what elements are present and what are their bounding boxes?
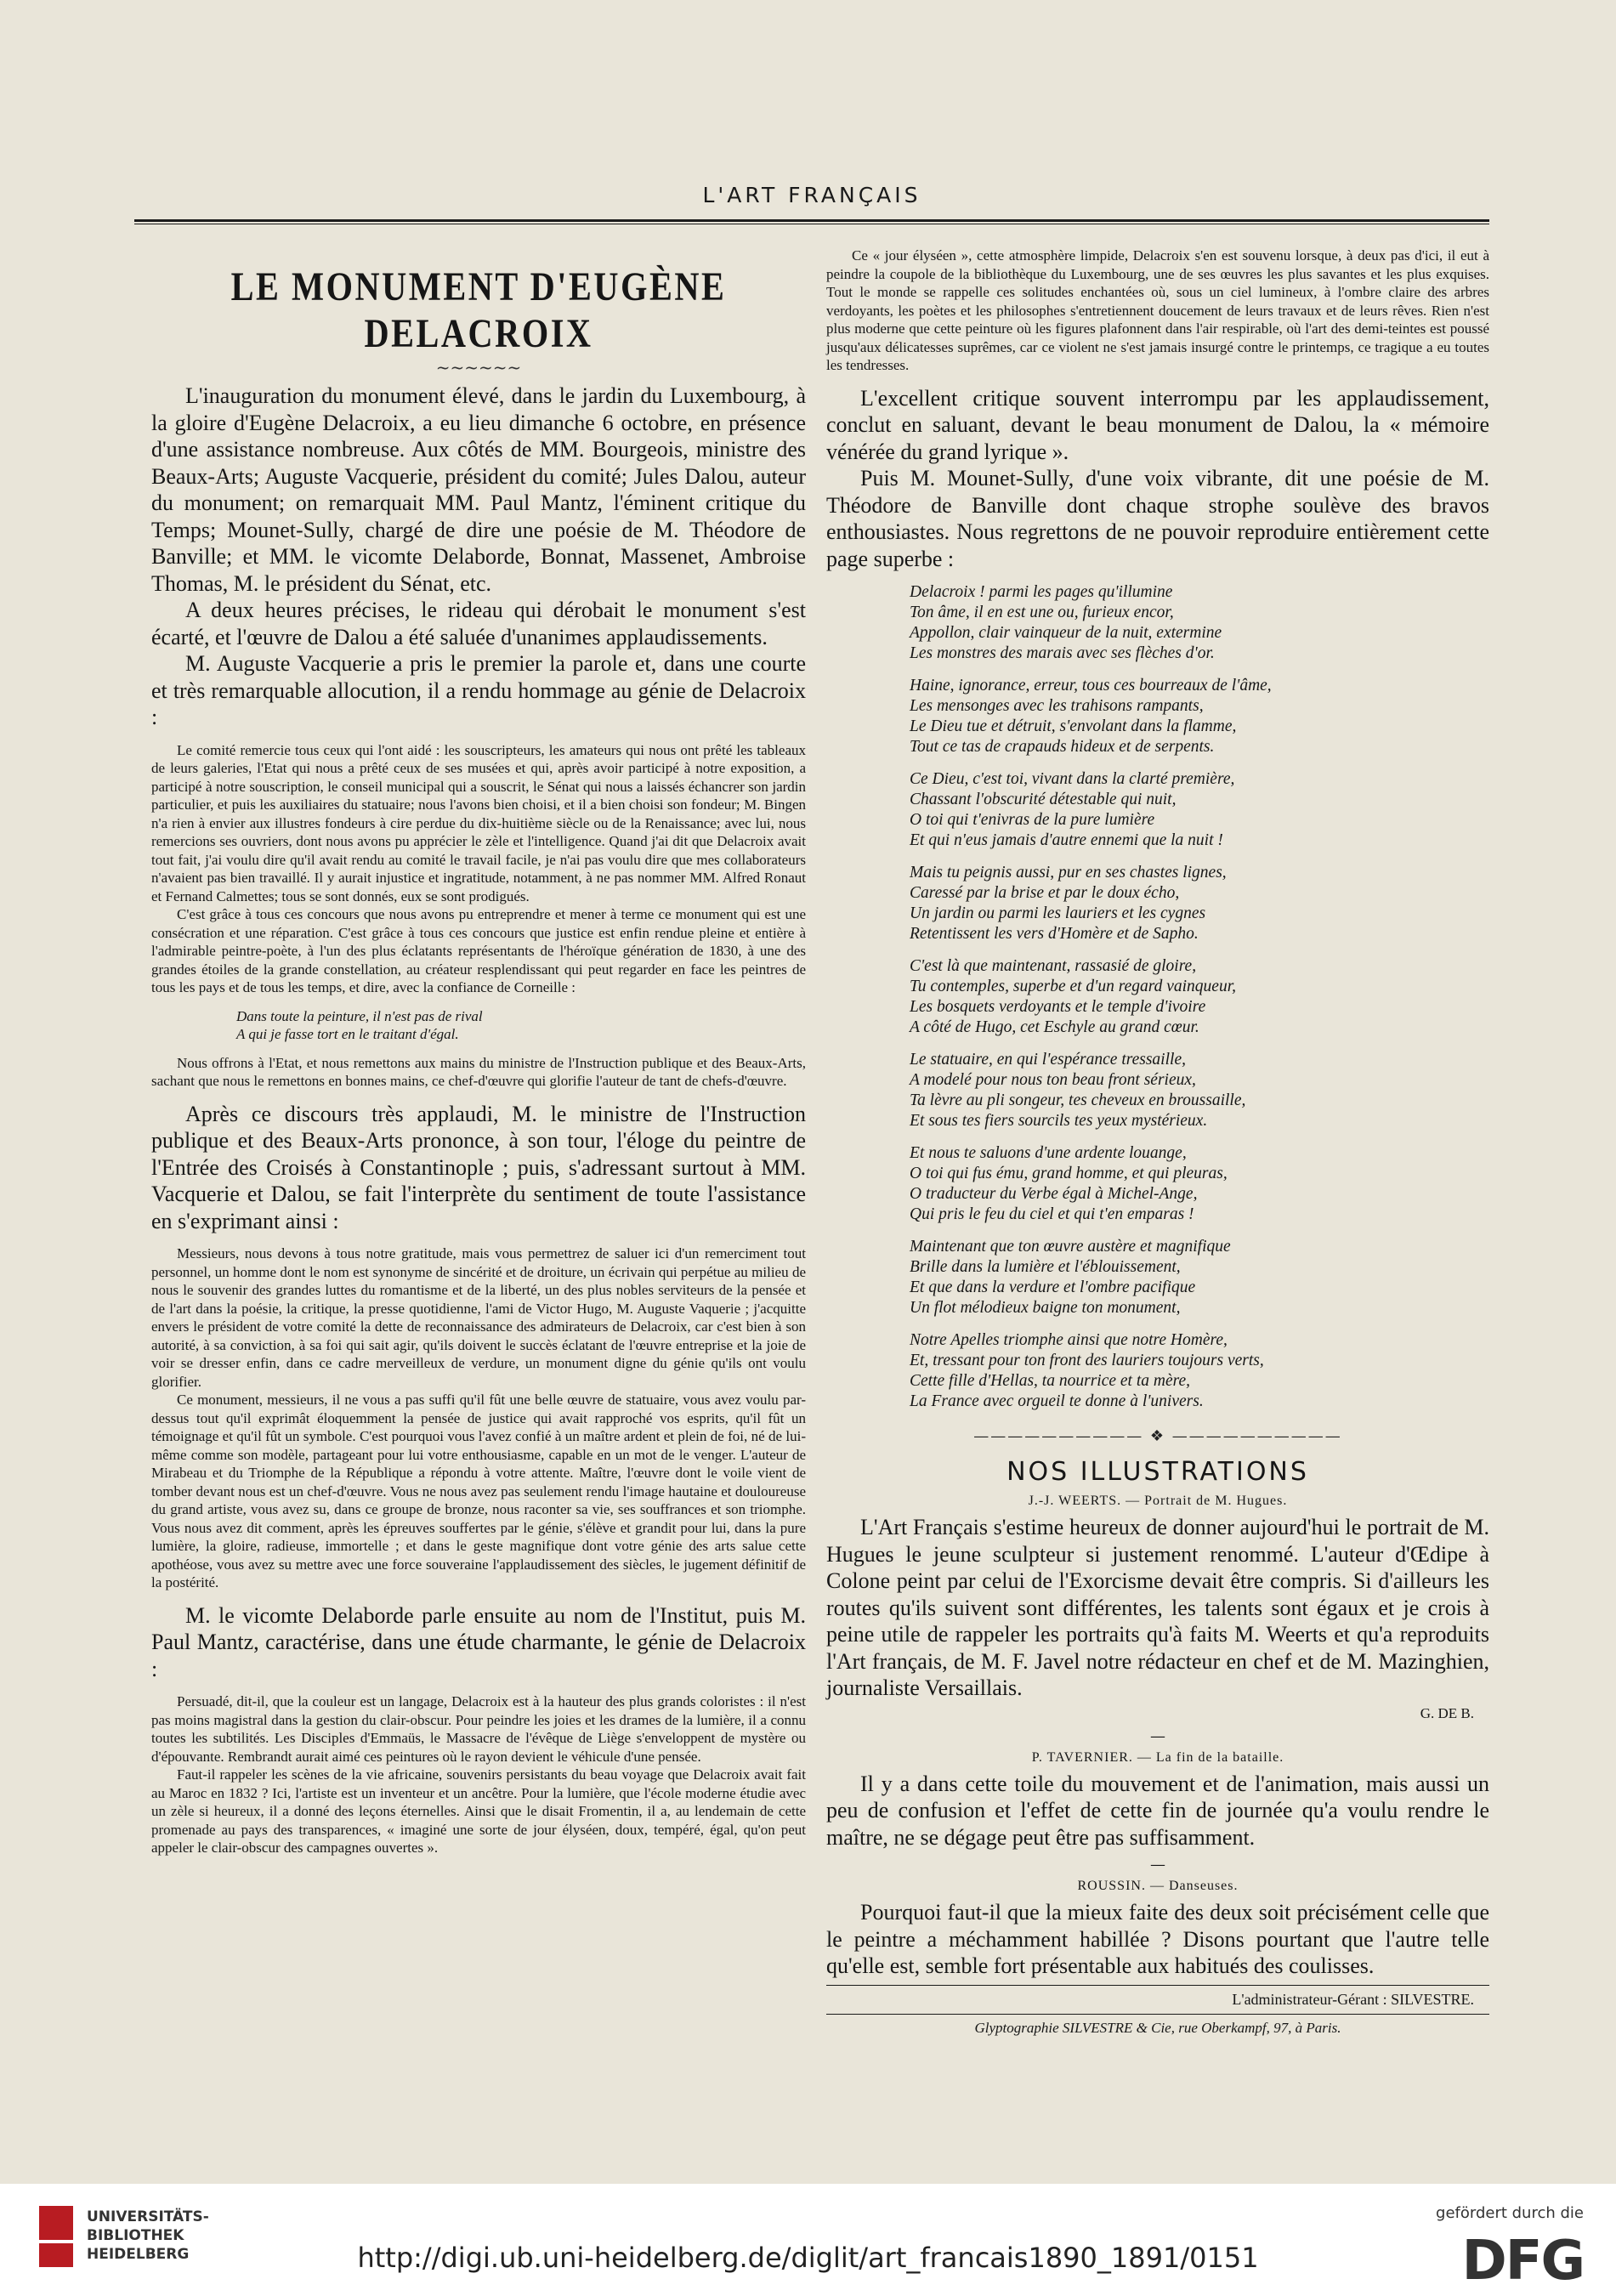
separator: — — [1150, 1726, 1165, 1745]
poem-line: Ton âme, il en est une ou, furieux encor, — [910, 604, 1174, 621]
poem-stanza — [826, 956, 1489, 1038]
poem-line: Un flot mélodieux baigne ton monument, — [910, 1299, 1181, 1317]
rule — [826, 2014, 1489, 2015]
poem-line: Cette fille d'Hellas, ta nourrice et ta mère, — [910, 1372, 1191, 1390]
poem-line: Tout ce tas de crapauds hideux et de serpents. — [910, 738, 1215, 756]
poem-line: C'est là que maintenant, rassasié de gloire, — [910, 957, 1197, 975]
quotation: Ce « jour élyséen », cette atmosphère limpide, Delacroix s'en est souvenu lorsque, à deux pas d'ici, il eut à peindre la coupole de la bibliothèque du Luxembourg, une de ses œuvres les plus savantes et les plus exquises. Tout le monde se rappelle ces solitudes enchantées où, sous un ciel lumineux, à l'ombre claire des arbres verdoyants, les poètes et les philosophes s'entretiennent doucement de leurs travaux et de leurs rêves. Rien n'est plus moderne que cette peinture où les figures plafonnent dans l'air respirable, où l'art des demi-teintes est poussé jusqu'aux délicatesses suprêmes, car ce violent ne s'est jamais insurgé contre le printemps, ce tragique a eu toutes les tendresses. — [826, 247, 1489, 373]
poem-stanza — [826, 863, 1489, 944]
section-divider: —————————— ❖ —————————— — [973, 1427, 1342, 1445]
library-name: UNIVERSITÄTS- BIBLIOTHEK HEIDELBERG — [87, 2208, 209, 2263]
poem-line: Les monstres des marais avec ses flèches d'or. — [910, 644, 1215, 662]
poem-line: O toi qui t'enivras de la pure lumière — [910, 811, 1155, 829]
poem-line: Brille dans la lumière et l'éblouissement, — [910, 1258, 1181, 1276]
paragraph: L'excellent critique souvent interrompu par les applaudissement, conclut en saluant, devant le beau monument de Dalou, la « mémoire vénérée du grand lyrique ». — [826, 385, 1489, 464]
viewer-footer — [0, 2184, 1616, 2296]
separator: — — [1150, 1856, 1165, 1874]
poem-line: A côté de Hugo, cet Eschyle au grand cœur. — [910, 1018, 1199, 1036]
paragraph: M. Auguste Vacquerie a pris le premier la parole et, dans une courte et très remarquable allocution, il a rendu hommage au génie de Delacroix : — [151, 651, 806, 729]
quotation: Faut-il rappeler les scènes de la vie africaine, souvenirs persistants du beau voyage que Delacroix avait fait au Maroc en 1832 ? Ici, l'artiste est un inventeur et un ancêtre. Pour la lumière, que l'école moderne étudie avec un zèle si heureux, il a donné des leçons éternelles. Ainsi que le disait Fromentin, il a, au lendemain de cette promenade au pays des transparences, « imaginé une sorte de jour élyséen, doux, tempéré, égal, qu'on peut appeler le clair-obscur des campagnes ouvertes ». — [151, 1766, 806, 1856]
poem-line: Et sous tes fiers sourcils tes yeux mystérieux. — [910, 1112, 1208, 1130]
poem-line: Ta lèvre au pli songeur, tes cheveux en broussaille, — [910, 1091, 1246, 1109]
quotation: Le comité remercie tous ceux qui l'ont aidé : les souscripteurs, les amateurs qui nous ont prêté les tableaux de leurs galeries, l'Etat qui nous a prêté ceux de ses musées et qui, après avoir participé à notre exposition, a participé à notre souscription, le conseil municipal qui a souscrit, le Sénat qui nous a laissés échancrer son jardin particulier, et puis les auxiliaires du statuaire; nous l'avons bien choisi, et il a bien choisi son fondeur; M. Bingen n'a rien à envier aux illustres fondeurs à cire perdue du dix-huitième siècle ou de la Renaissance; avec lui, nous remercions ses ouvriers, dont nous avons pu apprécier le zèle et l'intelligence. Quand j'ai dit que Delacroix avait tout fait, j'ai voulu dire qu'il avait rendu au comité le travail facile, je n'ai pas voulu dire que mes collaborateurs n'avaient pas bien travaillé. Il y aurait injustice et ingratitude, notamment, à ne pas nommer MM. Alfred Ronaut et Fernand Calmettes; tous se sont donnés, eux se sont prodigués. — [151, 741, 806, 904]
poem-line: Mais tu peignis aussi, pur en ses chastes lignes, — [910, 864, 1227, 882]
poem-line: Le Dieu tue et détruit, s'envolant dans la flamme, — [910, 717, 1237, 735]
poem-line: O traducteur du Verbe égal à Michel-Ange, — [910, 1185, 1198, 1203]
imprint: Glyptographie SILVESTRE & Cie, rue Oberkampf, 97, à Paris. — [974, 2019, 1341, 2036]
section-title: NOS ILLUSTRATIONS — [1006, 1457, 1309, 1487]
poem-stanza — [826, 1143, 1489, 1225]
poem-line: Tu contemples, superbe et d'un regard vainqueur, — [910, 978, 1237, 995]
paragraph: Puis M. Mounet-Sully, d'une voix vibrante, dit une poésie de M. Théodore de Banville dont chaque strophe soulève des bravos enthousiastes. Nous regrettons de ne pouvoir reproduire entièrement cette page superbe : — [826, 466, 1489, 571]
poem-stanza — [826, 676, 1489, 757]
poem-line: A modelé pour nous ton beau front sérieux, — [910, 1071, 1196, 1089]
poem-line: Retentissent les vers d'Homère et de Sapho. — [910, 925, 1199, 943]
poem-line: Notre Apelles triomphe ainsi que notre Homère, — [910, 1331, 1228, 1349]
left-column — [151, 247, 806, 1857]
poem-line: Appollon, clair vainqueur de la nuit, extermine — [910, 624, 1222, 642]
poem-line: Et, tressant pour ton front des lauriers toujours verts, — [910, 1352, 1264, 1369]
funding-label: gefördert durch die — [1436, 2204, 1584, 2222]
poem-line: Et que dans la verdure et l'ombre pacifique — [910, 1278, 1196, 1296]
paragraph: A deux heures précises, le rideau qui dérobait le monument s'est écarté, et l'œuvre de Dalou a été saluée d'unanimes applaudissements. — [151, 598, 806, 649]
quotation: Persuadé, dit-il, que la couleur est un langage, Delacroix est à la hauteur des plus grands coloristes : il n'est pas moins magistral dans la gestion du clair-obscur. Pour peindre les joies et les drames de la lumière, il a connu toutes les subtilités. Les Disciples d'Emmaüs, le Massacre de l'évêque de Liège s'enveloppent de mystère ou d'épouvante. Rembrandt aurait aimé ces peintures où le rayon devient le véhicule d'une pensée. — [151, 1693, 806, 1765]
article-title: LE MONUMENT D'EUGÈNE DELACROIX — [230, 264, 727, 356]
dfg-logo: DFG — [1461, 2230, 1584, 2293]
title-ornament: ~~~~~~ — [435, 357, 522, 377]
illustration-caption: ROUSSIN. — Danseuses. — [1077, 1879, 1239, 1893]
permalink[interactable]: http://digi.ub.uni-heidelberg.de/diglit/art_francais1890_1891/0151 — [357, 2242, 1259, 2274]
poem-line: Le statuaire, en qui l'espérance tressaille, — [910, 1051, 1186, 1069]
header-rule — [134, 219, 1489, 222]
poem-line: Maintenant que ton œuvre austère et magnifique — [910, 1238, 1231, 1256]
paragraph: L'inauguration du monument élevé, dans le jardin du Luxembourg, à la gloire d'Eugène Delacroix, a eu lieu dimanche 6 octobre, en présence d'une assistance nombreuse. Aux côtés de MM. Bourgeois, ministre des Beaux-Arts; Auguste Vacquerie, président du comité; Jules Dalou, auteur du monument; on remarquait MM. Paul Mantz, l'éminent critique du Temps; Mounet-Sully, chargé de dire une poésie de M. Théodore de Banville; et MM. le vicomte Delaborde, Bonnat, Massenet, Ambroise Thomas, M. le président du Sénat, etc. — [151, 383, 806, 596]
poem-stanza — [826, 1237, 1489, 1318]
poem-line: O toi qui fus ému, grand homme, et qui pleuras, — [910, 1165, 1228, 1182]
poem-line: Caressé par la brise et par le doux écho, — [910, 884, 1180, 902]
poem-line: Et qui n'eus jamais d'autre ennemi que la nuit ! — [910, 831, 1223, 849]
poem-line: Haine, ignorance, erreur, tous ces bourreaux de l'âme, — [910, 677, 1272, 694]
paragraph: Après ce discours très applaudi, M. le ministre de l'Instruction publique et des Beaux-Arts prononce, à son tour, l'éloge du peintre de l'Entrée des Croisés à Constantinople ; puis, s'adressant surtout à MM. Vacquerie et Dalou, se fait l'interprète du sentiment de toute l'assistance en s'exprimant ainsi : — [151, 1101, 806, 1233]
paragraph: M. le vicomte Delaborde parle ensuite au nom de l'Institut, puis M. Paul Mantz, caractérise, dans une étude charmante, le génie de Delacroix : — [151, 1602, 806, 1681]
paragraph: Il y a dans cette toile du mouvement et de l'animation, mais aussi un peu de confusion et l'effet de cette fin de journée qu'a voulu rendre le maître, ne se dégage peut être pas suffisamment. — [826, 1771, 1489, 1850]
signature: G. DE B. — [1420, 1704, 1474, 1721]
poem — [826, 582, 1489, 1412]
rule — [826, 1985, 1489, 1986]
administrator-line: L'administrateur-Gérant : SILVESTRE. — [1232, 1990, 1474, 2008]
quotation: Nous offrons à l'Etat, et nous remettons aux mains du ministre de l'Instruction publique et des Beaux-Arts, sachant que nous le remettons en bonnes mains, ce chef-d'œuvre qui glorifie l'auteur de tant de chefs-d'œuvre. — [151, 1054, 806, 1089]
quoted-verse: A qui je fasse tort en le traitant d'égal. — [236, 1026, 459, 1042]
poem-stanza — [826, 1330, 1489, 1412]
illustration-caption: J.-J. WEERTS. — Portrait de M. Hugues. — [1028, 1494, 1288, 1508]
poem-line: La France avec orgueil te donne à l'univers. — [910, 1392, 1204, 1410]
poem-line: Chassant l'obscurité détestable qui nuit, — [910, 791, 1177, 808]
poem-line: Les mensonges avec les trahisons rampants, — [910, 697, 1204, 715]
poem-line: Qui pris le feu du ciel et qui t'en emparas ! — [910, 1205, 1194, 1223]
poem-stanza — [826, 1050, 1489, 1131]
quotation: Ce monument, messieurs, il ne vous a pas suffi qu'il fût une belle œuvre de statuaire, vous avez voulu par-dessus tout qu'il exprimât éloquemment la pensée de justice qui avait rapproché vos esprits, qu'il fût un témoignage et qu'il fût un symbole. C'est pourquoi vous l'avez confié à un maître ardent et plein de foi, né de lui-même comme son modèle, partageant pour lui votre enthousiasme, capable en un mot de le venger. L'auteur de Mirabeau et du Triomphe de la République a répondu à votre attente. Maître, l'œuvre dont le voile vient de tomber devant nous est un chef-d'œuvre. Vous ne nous avez pas seulement rendu l'image hautaine et douloureuse du grand artiste, vous avez su, dans ce groupe de bronze, nous raconter sa vie, ses souffrances et son triomphe. Vous nous avez dit comment, après les épreuves souffertes par le génie, s'élève et grandit pour lui, dans la pure lumière, la gloire, radieuse, immortelle ; et dans le geste magnifique dont votre génie des arts salue cette apothéose, vous avez su mettre avec une force souveraine l'applaudissement des siècles, le jugement définitif de la postérité. — [151, 1392, 806, 1590]
paragraph: L'Art Français s'estime heureux de donner aujourd'hui le portrait de M. Hugues le jeune sculpteur si justement renommé. L'auteur d'Œdipe à Colone peint par celui de l'Exorcisme devait être compris. Si d'ailleurs les routes qu'ils suivent sont différentes, les talents sont égaux et je crois à peine utile de rappeler les portraits qu'à faits M. Weerts et qu'a reproduits l'Art français, de M. F. Javel notre rédacteur en chef et de M. Mazinghien, journaliste Versaillais. — [826, 1515, 1489, 1700]
illustration-caption: P. TAVERNIER. — La fin de la bataille. — [1031, 1749, 1284, 1765]
quoted-verse: Dans toute la peinture, il n'est pas de rival — [236, 1007, 483, 1024]
poem-stanza — [826, 769, 1489, 851]
poem-line: Un jardin ou parmi les lauriers et les cygnes — [910, 904, 1206, 922]
journal-header: L'ART FRANÇAIS — [702, 183, 921, 207]
poem-stanza — [826, 582, 1489, 664]
poem-line: Et nous te saluons d'une ardente louange, — [910, 1144, 1187, 1162]
paragraph: Pourquoi faut-il que la mieux faite des deux soit précisément celle que le peintre a méchamment habillée ? Disons pourtant que l'autre telle qu'elle est, semble fort présentable aux habitués des coulisses. — [826, 1900, 1489, 1978]
quotation: C'est grâce à tous ces concours que nous avons pu entreprendre et mener à terme ce monument qui est une consécration et une réparation. C'est grâce à tous ces concours que justice est enfin rendue pleine et entière à l'admirable peintre-poète, à l'un des plus éclatants représentants de l'héroïque génération de 1830, à une des grandes étoiles de la grande constellation, au créateur resplendissant qui peut regarder en face les peintres de tous les pays et de tous les temps, et dire, avec la confiance de Corneille : — [151, 906, 806, 995]
quotation: Messieurs, nous devons à tous notre gratitude, mais vous permettrez de saluer ici d'un remerciment tout personnel, un homme dont le nom est synonyme de sincérité et de droiture, un écrivain qui perpétue au milieu de nous le souvenir des grandes luttes du romantisme et de la liberté, un des plus nobles serviteurs de la pensée et de l'art dans la poésie, la critique, la presse quotidienne, l'ami de Victor Hugo, M. Auguste Vaquerie ; j'acquitte envers le président de votre comité la dette de reconnaissance des admirateurs de Delacroix, car c'est bien à son autorité, à sa conviction, à sa foi qui sait agir, qu'ils doivent le succès éclatant de l'œuvre entreprise et la joie de voir se dresser enfin, dans ce cadre merveilleux de verdure, un monument digne du génie qu'ils ont voulu glorifier. — [151, 1245, 806, 1390]
right-column — [826, 247, 1489, 2037]
poem-line: Les bosquets verdoyants et le temple d'ivoire — [910, 998, 1206, 1016]
poem-line: Ce Dieu, c'est toi, vivant dans la clarté première, — [910, 770, 1235, 788]
poem-line: Delacroix ! parmi les pages qu'illumine — [910, 583, 1173, 601]
